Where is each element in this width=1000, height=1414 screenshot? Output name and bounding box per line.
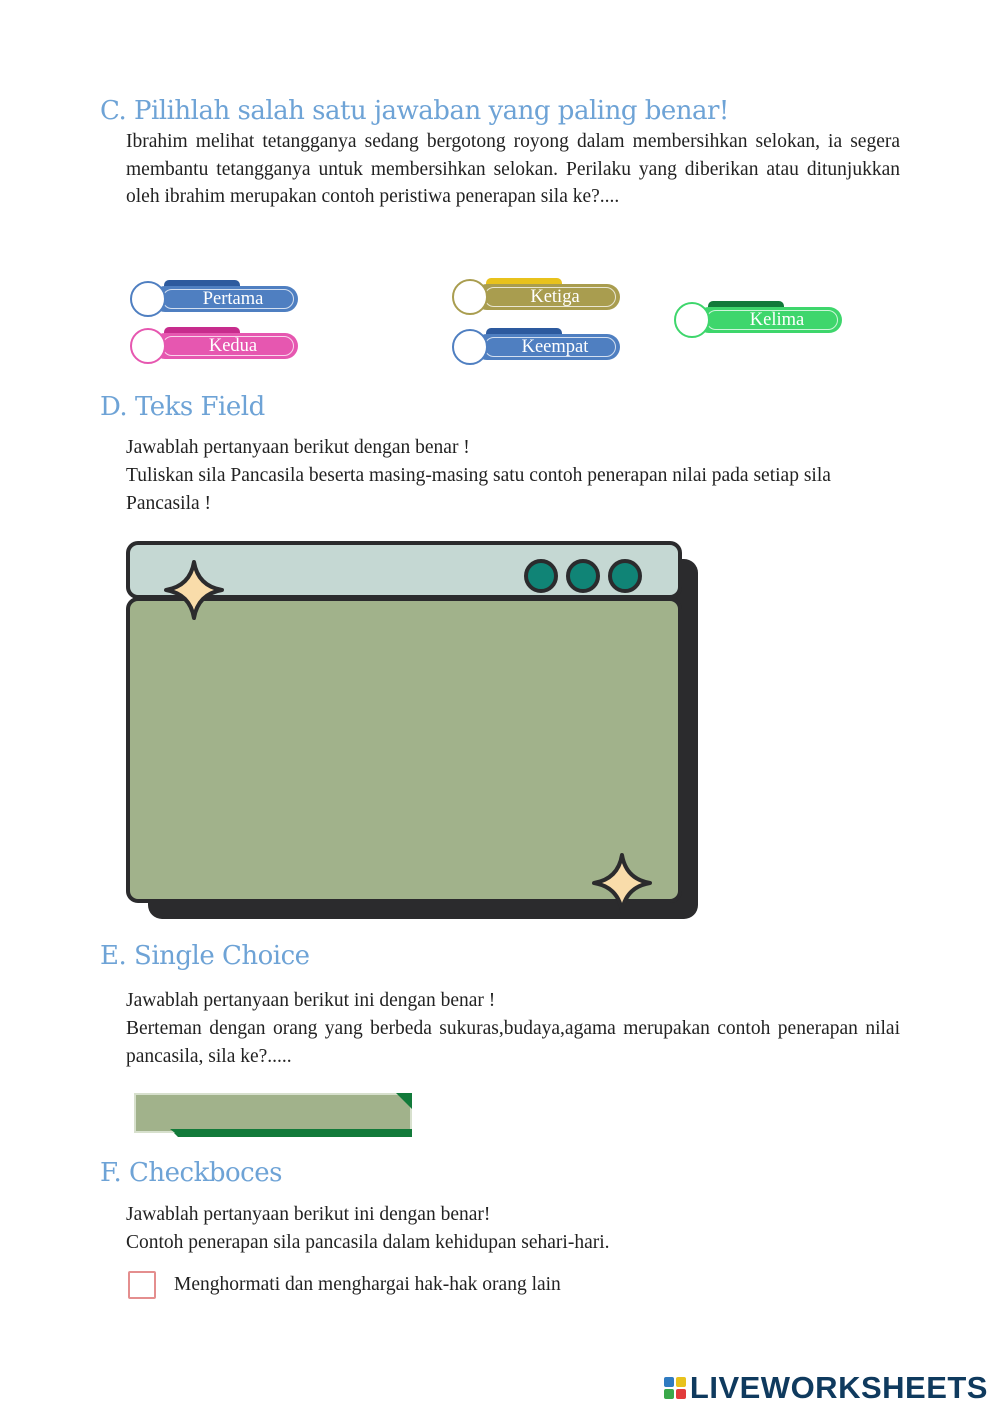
section-c-heading: C. Pilihlah salah satu jawaban yang paling benar! [100,96,729,126]
window-dot-icon [566,559,600,593]
option-pill [696,307,842,333]
sparkle-icon [590,851,654,915]
sparkle-icon [162,558,226,622]
radio-circle[interactable] [130,328,166,364]
option-kedua[interactable] [130,327,310,367]
section-e-instruction: Jawablah pertanyaan berikut ini dengan benar ! [126,990,496,1011]
section-e-question: Berteman dengan orang yang berbeda sukuras,budaya,agama merupakan contoh penerapan nilai pancasila, sila ke?..... [126,1018,900,1067]
option-label: Kedua [208,335,258,356]
option-pill [152,333,298,359]
option-keempat[interactable] [452,328,632,368]
checkbox[interactable] [128,1271,156,1299]
radio-circle[interactable] [130,281,166,317]
option-pill [474,334,620,360]
radio-circle[interactable] [452,329,488,365]
section-f-heading: F. Checkboces [100,1158,282,1188]
section-d-instruction: Jawablah pertanyaan berikut dengan benar ! [126,437,470,458]
section-c-question: Ibrahim melihat tetangganya sedang bergotong royong dalam membersihkan selokan, ia segera membantu tetangganya untuk membersihkan selokan. Perilaku yang diberikan atau ditunjukkan oleh ibrahim merupakan contoh peristiwa penerapan sila ke?.... [126,131,900,207]
option-label: Pertama [202,288,264,309]
option-kelima[interactable] [674,301,854,341]
radio-circle[interactable] [452,279,488,315]
single-choice-input[interactable] [134,1093,414,1137]
option-label: Ketiga [530,286,580,307]
section-d-question: Tuliskan sila Pancasila beserta masing-masing satu contoh penerapan nilai pada setiap sila Pancasila ! [126,465,831,514]
section-f-instruction: Jawablah pertanyaan berikut ini dengan benar! [126,1204,491,1225]
option-pill [474,284,620,310]
liveworksheets-logo [664,1370,988,1406]
text-field-window [126,541,706,923]
logo-grid-icon [664,1377,686,1399]
section-e-heading: E. Single Choice [100,941,310,971]
brand-text: LIVEWORKSHEETS [689,1370,988,1405]
option-ketiga[interactable] [452,278,632,318]
option-pill [152,286,298,312]
single-choice-box [134,1093,414,1137]
section-d-heading: D. Teks Field [100,392,265,422]
option-label: Kelima [749,309,805,330]
window-dot-icon [608,559,642,593]
answer-textarea[interactable] [140,611,664,885]
section-f-question: Contoh penerapan sila pancasila dalam kehidupan sehari-hari. [126,1232,610,1253]
option-label: Keempat [521,336,589,357]
checkbox-label: Menghormati dan menghargai hak-hak orang lain [174,1274,561,1295]
window-dot-icon [524,559,558,593]
radio-circle[interactable] [674,302,710,338]
option-pertama[interactable] [130,280,310,320]
